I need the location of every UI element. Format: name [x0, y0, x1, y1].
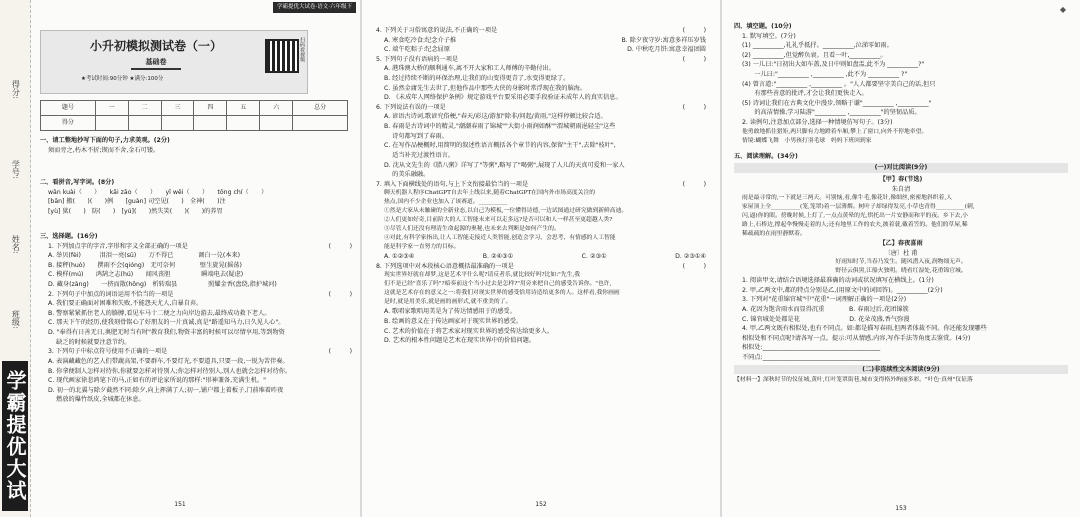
page-corner-icon: ◆ — [1059, 5, 1066, 14]
option: D. 藏身(zàng) 一挤而散(hōng) 析转瑞昙 照耀金香(盘绕,指护城河) — [48, 281, 277, 289]
passage-line: 能是科学家一直努力的目标。 — [384, 244, 460, 251]
poem-line: 好雨知时节,当春乃发生。随风潜入夜,润物细无声。 — [835, 259, 967, 266]
exam-title: 小升初模拟测试卷（一） — [89, 39, 222, 53]
passage-line: ③尽管人们还没有理清生命起源的奥秘,也未来去判断是如何产生的。 — [384, 226, 560, 233]
reading-question: 4. 甲,乙两文既有相似处,也有不同点。如:都是描写春雨,但两者体裁不同。你还能发现哪些 — [742, 325, 987, 333]
q3-sub3 — [40, 347, 352, 357]
option: 的美乐融融。 — [384, 171, 430, 179]
fill-line: (2) __________,但觉醉负衰。且看一叶,__________。 — [742, 51, 887, 59]
score-header-cell: 一 — [95, 101, 128, 116]
q2-line: wān kuài（ ） kǎi zāo（ ） yǐ wěi（ ） tǒng chí（ ） — [48, 188, 268, 196]
page3-column — [734, 22, 1068, 385]
q7 — [376, 180, 706, 190]
option: 适当补充过渡性语言。 — [384, 151, 455, 159]
qr-code-icon — [265, 39, 299, 73]
passage-line: 这就是艺术存在的意义之一:将我们对现实世界的感受恰用诗造给更多的人。这样看,我你画画 — [384, 290, 620, 297]
option: C. 在写作品梗概时,用简明的叙述性语言概括各个章节的内容,保留"主干",去除"枝叶", — [384, 142, 616, 150]
fill1-title: 1. 默写填空。(7分) — [742, 32, 796, 40]
option: B. ②④③① — [482, 253, 514, 261]
name-label: 姓名: — [11, 235, 21, 254]
q3-title: 三、选择题。(16分) — [40, 233, 98, 240]
section-5-title: 五、阅读理解。(34分) — [734, 152, 798, 160]
option: D. 艺术的根本性问题是艺术在现实世界中的价值问题。 — [384, 337, 536, 345]
score-row-label: 得分 — [41, 116, 96, 131]
option: A. 表演藏藏色的艺人们带蔬高架,不要群车,不要灯光,不要道具,只要一段,一锐为苦伴奏。 — [48, 357, 289, 365]
option: D. 中秋吃月饼:寓意幸福团圆 — [627, 46, 706, 54]
option: A. 我们要正确面对困难和失败,不能怨天尤人,自暴自弃。 — [48, 300, 203, 308]
page-number: 151 — [174, 500, 186, 508]
fill-line: (5) 诗词让我们在古典文化中漫步,领略于谦"__________ ,__________" — [742, 99, 932, 107]
q4-options — [376, 36, 706, 46]
q2-line: [yù] 狱( ) 防( ) [yú]( )然失笑( )( )的养胃 — [48, 207, 223, 215]
answer-blank[interactable]: ( ) — [682, 27, 706, 34]
option: A. 港珠澳大桥的顺利通车,离不开大家和工人师傅的辛勤付出。 — [384, 65, 555, 73]
option: A. 谚语古诗词,歌谚究俗梗,"春天/彩这/游加"除非/问起/黄雨,"这样停顿比较合适。 — [384, 113, 607, 121]
passage-line: ②人们更如好奇,目前阶大的人工智能未来可以走多远?是否可以和人一样甚至更超越人类? — [384, 217, 613, 224]
fill-line: 的高洁情操,学习陆游"__________ ,__________"的坚韧品质。 — [742, 109, 921, 117]
q4-text: 4. 下列关于习俗寓意的说法,不正确的一项是 — [376, 27, 498, 34]
option: C. 模样(mú) 鸿鹄之志(hú) 闻风丧胆 瞬端电去(疑虑) — [48, 271, 244, 279]
q4 — [376, 26, 706, 36]
option: 缺乏的时候就要注意节约。 — [48, 338, 131, 346]
option: B. 警察紧紧抓住老人的胳膊,看见车马十二便之力向岸边游去,最终成功救下老人。 — [48, 309, 271, 317]
passage-line: ①然是大家从未触碰的全新业态,以自己为模板,一位懂得诗德,一边试图通过研究做到新鲜高迪。 — [384, 208, 628, 215]
q3-sub3-text: 3. 下列句子中标点符号使用不正确的一项是 — [48, 348, 168, 356]
q4-options — [376, 45, 706, 55]
answer-blank[interactable]: ( ) — [328, 290, 352, 298]
option: B. 经过持续不断的环保治理,让我们的山变得更青了,水变得更绿了。 — [384, 75, 570, 83]
fill-line: (4) 曾言道:"__________ ,__________ 。"人人都要坚守美自己的话,但只 — [742, 80, 936, 88]
page2-column — [376, 26, 706, 346]
fill-line: 他勇敢地抓住猎矩,两只脚有力地蹬着车厢,攀上了窗口,向外不停地牵望。 — [742, 128, 928, 135]
answer-blank[interactable]: ( ) — [682, 262, 706, 270]
option: B. 除夕夜守岁:寓意多祥压岁钱 — [621, 36, 706, 44]
passage-line: 热点,国内不少企业也加入了该赛道。__________ — [384, 199, 508, 206]
answer-line[interactable]: 不同点:______________________________________ — [742, 354, 881, 362]
q5-text: 5. 下列句子没有语病的一项是 — [376, 55, 459, 63]
page-153 — [722, 0, 1080, 517]
q8 — [376, 262, 706, 272]
page-151 — [0, 0, 360, 517]
q3-sub2-text: 2. 下列句子中加点的词语运用不恰当的一项是 — [48, 290, 174, 298]
option: B. 接秤(huò) 撰雨不会(qióng) 无可奈何 壁生旋晃(摇荡) — [48, 261, 242, 269]
option: D. ②③①④ — [675, 253, 706, 261]
score-cell[interactable] — [128, 116, 161, 131]
option: A. 寒食吃冷食:纪念介子推 — [384, 36, 457, 44]
score-table-row — [41, 116, 348, 131]
fill-line: 情境:蝴蝶飞舞 小男孩打羽毛球 妈妈下班回到家 — [742, 137, 872, 144]
option: D. 《未成年人网络保护条例》规定游戏平台要采用必要手段验证未成年人的真实信息。 — [384, 94, 622, 102]
reading-1-title: (一)对比阅读(9分) — [734, 163, 1068, 173]
option: D. 初一的北翼与除夕截然不同:除夕,向上挥满了人;初一,铺户都上着板子,门前堆着昨夜 — [48, 386, 284, 394]
option: D. 沈从文先生的《腊八粥》详写了"等粥",略写了"喝粥",展现了人儿的天真可爱和一家人 — [384, 161, 625, 169]
class-label: 班级: — [11, 310, 21, 329]
option: B. 你拿便制人怎样对待你,你就要怎样对待别人;你怎样对待别人,别人也就会怎样对待你。 — [48, 367, 292, 375]
passage-line: 聊天机器人程序ChatGPT自去年上线以来,随着ChatGPT在国内外市场高度关注的 — [384, 190, 596, 197]
question-3 — [40, 232, 352, 405]
exam-subtitle: 基础卷 — [131, 57, 181, 70]
reading-1b-author: 〔唐〕杜 甫 — [884, 249, 918, 257]
q7-options — [376, 252, 706, 262]
passage-line: 们不是已经"喜乐了吗"?暗奏前这个当小过去是怎样?"用旁来把自己的感受告诉你。"也许, — [384, 281, 612, 288]
question-2 — [40, 178, 352, 216]
score-cell[interactable] — [260, 116, 293, 131]
answer-blank[interactable]: ( ) — [682, 55, 706, 63]
option: C. 现代画家徐悲鸿笔下的马,正如有的评论家所说的那样:"形神兼备,充满生机。" — [48, 377, 266, 385]
q2-line: [bān] 搬( )( )例 [guàn] 司空见( ) 全神( )注 — [48, 198, 226, 206]
option: C. 端午吃粽子:纪念屈原 — [384, 46, 451, 54]
score-header-cell: 六 — [260, 101, 293, 116]
reading-1a-title: 【甲】春(节选) — [879, 175, 923, 183]
option: A. ①②③④ — [384, 253, 415, 261]
option: C. 那天下午的经历,使我刻骨铭心了好朋友的一片真诚,真是"路遥知马力,日久见人心"。 — [48, 319, 285, 327]
reading-option: A. 花因为饱含雨水而显得沉重 B. 春雨过后,花团锦簇 — [742, 306, 909, 314]
series-tag: 学霸提优大试卷·语文·六年级下 — [273, 2, 356, 13]
q3-sub2 — [40, 290, 352, 300]
q6 — [376, 103, 706, 113]
fill-line: 一儿曰:"__________ ,__________ ,此不为 __________ ?" — [742, 71, 908, 79]
score-header-cell: 五 — [227, 101, 260, 116]
option: C. ②③① — [581, 253, 607, 261]
q5 — [376, 55, 706, 65]
option: C. 艺术的价值在于将艺术家对现实世界的感受传达给更多人。 — [384, 327, 554, 335]
option: B. 春雨是古诗词中的精灵,"潮潮春雨了锦城""大街小雨润如酥""渭城朝雨浥轻尘"这些 — [384, 123, 616, 131]
option: A. 歌唱家歌唱用美是为了传达情感用于的感受。 — [384, 308, 516, 316]
fill-line: (1) __________,礼礼乎抵抒。__________,泣涕零如雨。 — [742, 42, 893, 50]
question-1 — [40, 136, 352, 155]
score-table — [40, 100, 348, 131]
reading-option: C. 锦官城处处都是花 D. 花朵茂盛,香气弥漫 — [742, 315, 910, 323]
score-header-cell: 三 — [161, 101, 194, 116]
passage-line: 家屋顶上全__________(笼,笼罩)着一层薄烟。树叶子却绿得发亮,小草也青得__________(刺, — [742, 204, 975, 211]
answer-blank[interactable]: ( ) — [328, 242, 352, 250]
score-header-cell: 二 — [128, 101, 161, 116]
score-cell[interactable] — [293, 116, 348, 131]
reading-question: 3. 下列对"花重锦官城"中"花重"一词理解正确的一项是(2分) — [742, 296, 907, 304]
q7-text: 7. 填入下面横线处的语句,与上下文衔接最恰当的一项是 — [376, 180, 529, 188]
qr-label: 扫码看视频 — [299, 37, 305, 62]
reading-question: 1. 阅读甲文,请结合语境选择最准确的动词或状况填写在横线上。(1分) — [742, 277, 934, 285]
passage-line: 路上,石桥边,撑起伞慢慢走着的人;还有地里工作的农夫,披着蓑,戴着笠的。他们的草屋,稀 — [742, 222, 968, 229]
passage-line: 雨是最寻常的,一下就是三两天。可别恼,看,像牛毛,像花针,像细丝,密密地斜织着,人 — [742, 195, 952, 202]
fill2-title: 2. 读例句,注意加点部分,选择一种情境仿写句子。(3分) — [742, 119, 893, 127]
page-number: 153 — [895, 504, 907, 512]
q8-text: 8. 下列选项中对本段核心语意概括最准确的一项是 — [376, 262, 514, 270]
option: B. 绘画的意义在于传达画家对于现实世界的感受。 — [384, 318, 523, 326]
reading-1a-author: 朱自清 — [891, 185, 911, 193]
q3-sub1 — [40, 242, 352, 252]
fill-line: (3) 一儿曰:"日初出大如车盖,及日中则如盘盂,此不为 __________?" — [742, 61, 925, 69]
answer-line[interactable]: 相似处:______________________________________ — [742, 344, 881, 352]
q3-sub1-text: 1. 下列加点字的字音,字形和字义全部正确的一项是 — [48, 242, 188, 250]
passage-line: ④对此,有科学家指出,让人工智能走接近人类智能,创造会学习、会思考、有情感的人工智能 — [384, 235, 616, 242]
score-header-cell: 总分 — [293, 101, 348, 116]
score-cell[interactable] — [161, 116, 194, 131]
answer-blank[interactable]: ( ) — [328, 348, 352, 356]
q1-text: 须而旁之,朽木不折;锲而不舍,金石可镂。 — [48, 146, 160, 154]
passage-line: 现实世界好就在却梦,这是艺术平什么呢?请反者乐,就比较好吗?比如:"先生,我 — [384, 272, 581, 279]
passage-line: 闪,逼)你的眼。傍晚时候,上灯了,一点点黄晕的光,烘托出一片安静而和平的夜。乡下去,小 — [742, 213, 968, 220]
page-number: 152 — [535, 500, 547, 508]
passage-line: 稀疏疏的在雨里静默着。 — [742, 231, 806, 238]
option: A. 举贝(fèi) 泪泪一亮(sū) 万不得已 调白一兑(本来) — [48, 252, 241, 260]
score-cell[interactable] — [95, 116, 128, 131]
option: D. "奉得有日善无日,奥肥无时当有时"教育我们,物资丰富的时候可以尽情享用,等到物资 — [48, 329, 285, 337]
score-label: 得分: — [11, 80, 21, 99]
score-header-cell: 题号 — [41, 101, 96, 116]
poem-line: 野径云俱黑,江船火独明。晓看红湿处,花重锦官城。 — [835, 268, 967, 275]
fill-line: 有那些善意的批评,才会让我们更快走入。 — [742, 90, 868, 98]
page-152 — [362, 0, 720, 517]
section-4-title: 四、填空题。(10分) — [734, 23, 792, 30]
reading-2-title: (二)非连续性文本阅读(9分) — [734, 365, 1068, 375]
material-line: 【材料一】深秋时节的仪征城,黄叶,红叶笼罩街巷,城市变得格外绚丽多彩。"叶色·真州"仪征落 — [734, 377, 973, 384]
score-cell[interactable] — [194, 116, 227, 131]
q1-title: 一、请工整地抄写下面的句子,力求美观。(2分) — [40, 137, 170, 144]
option: 燃放的爆竹纸皮,全城都在休息。 — [48, 396, 145, 404]
score-table-header — [41, 101, 348, 116]
option: C. 虽然金庸先生去世了,但他作品中那些大侠的身影时常浮现在我的脑海。 — [384, 84, 587, 92]
passage-line: 是时,就是用美乐,就是画的画形式,就不重美的了。 — [384, 299, 512, 306]
score-header-cell: 四 — [194, 101, 227, 116]
answer-blank[interactable]: ( ) — [682, 180, 706, 188]
q6-text: 6. 下列说法有误的一项是 — [376, 103, 446, 111]
student-id-label: 学号: — [11, 160, 21, 179]
binding-margin — [0, 0, 31, 517]
title-box — [40, 30, 308, 94]
answer-blank[interactable]: ( ) — [682, 103, 706, 111]
exam-meta: ★考试时间:90分钟 ★满分:100分 — [81, 76, 164, 82]
option: 诗句都写到了春雨。 — [384, 132, 448, 140]
q2-title: 二、看拼音,写字词。(8分) — [40, 179, 115, 186]
reading-question: 2. 甲,乙两文中,都的特点分别是乙,(用原文中的词回答)。__________(2分) — [742, 286, 943, 294]
brand-logo: 学霸提优大试 — [2, 361, 28, 511]
reading-question: 相似处和不同点呢?请各写一点。提示:可从情感,内容,写作手法等角度去鉴赏。(4分) — [742, 334, 971, 342]
score-cell[interactable] — [227, 116, 260, 131]
reading-1b-title: 【乙】春夜喜雨 — [879, 240, 923, 248]
